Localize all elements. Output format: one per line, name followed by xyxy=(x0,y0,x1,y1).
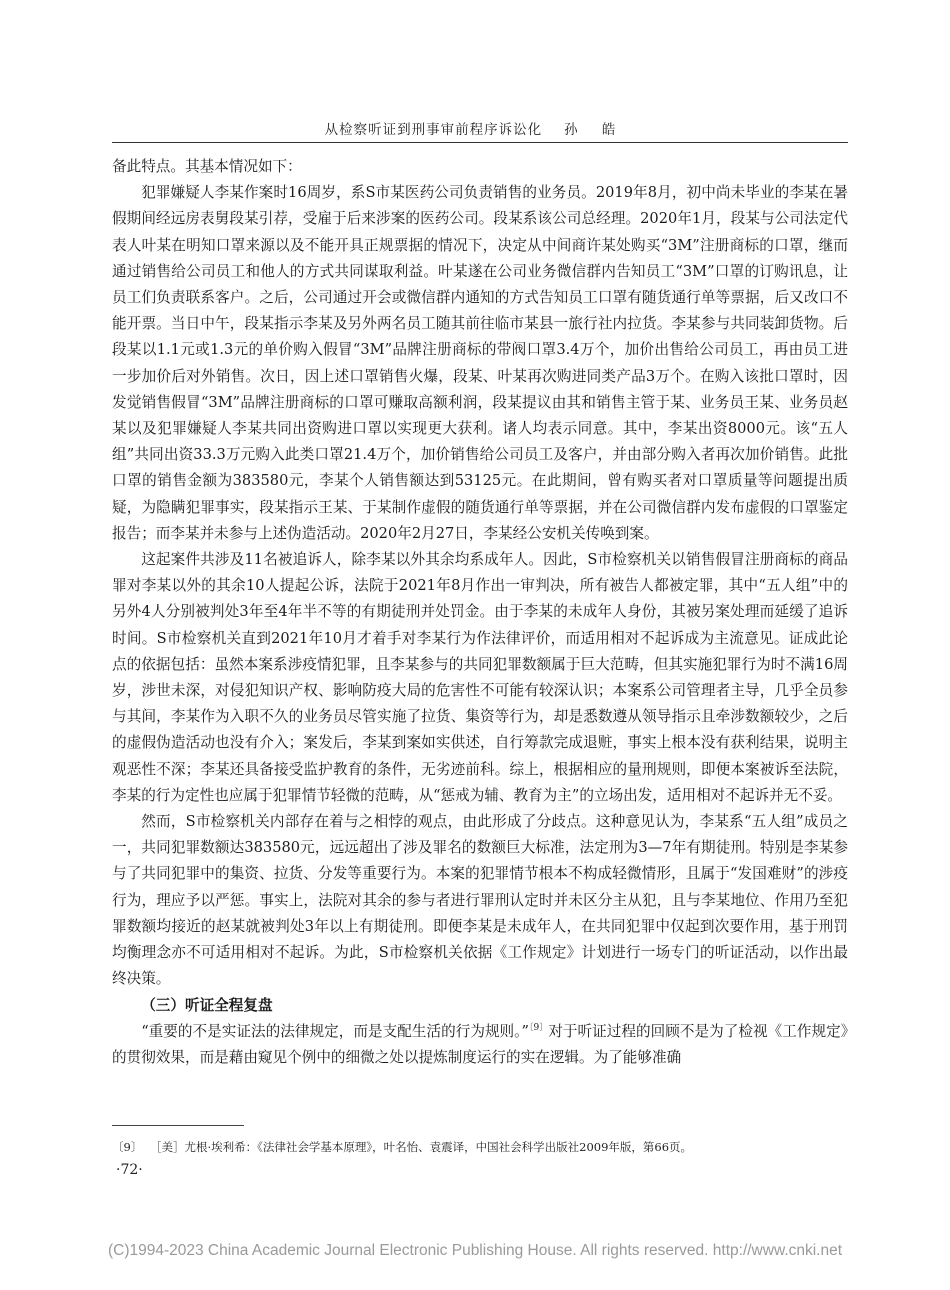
footnote-reference[interactable]: 〔9〕 xyxy=(528,1022,549,1033)
section-heading: （三）听证全程复盘 xyxy=(141,996,273,1014)
paragraph-2: 犯罪嫌疑人李某作案时16周岁，系S市某医药公司负责销售的业务员。2019年8月，初中尚未毕业的李某在暑假期间经远房表舅段某引荐，受雇于后来涉案的医药公司。段某系该公司总经理。2020年1月，段某与公司法定代表人叶某在明知口罩来源以及不能开具正规票据的情况下，决定从中间商许某处购买“3M”注册商标的口罩，继而通过销售给公司员工和他人的方式共同谋取利益。叶某遂在公司业务微信群内告知员工“3M”口罩的订购讯息，让员工们负责联系客户。之后，公司通过开会或微信群内通知的方式告知员工口罩有随货通行单等票据，后又改口不能开票。当日中午，段某指示李某及另外两名员工随其前往临市某县一旅行社内拉货。李某参与共同装卸货物。后段某以1.1元或1.3元的单价购入假冒“3M”品牌注册商标的带阀口罩3.4万个，加价出售给公司员工，再由员工进一步加价后对外销售。次日，因上述口罩销售火爆，段某、叶某再次购进同类产品3万个。在购入该批口罩时，因发觉销售假冒“3M”品牌注册商标的口罩可赚取高额利润，段某提议由其和销售主管于某、业务员王某、业务员赵某以及犯罪嫌疑人李某共同出资购进口罩以实现更大获利。诸人均表示同意。其中，李某出资8000元。该“五人组”共同出资33.3万元购入此类口罩21.4万个，加价销售给公司员工及客户，并由部分购入者再次加价销售。此批口罩的销售金额为383580元，李某个人销售额达到53125元。在此期间，曾有购买者对口罩质量等问题提出质疑，为隐瞒犯罪事实，段某指示王某、于某制作虚假的随货通行单等票据，并在公司微信群内发布虚假的口罩鉴定报告；而李某并未参与上述伪造活动。2020年2月27日，李某经公安机关传唤到案。 xyxy=(112,184,848,542)
page-number: ·72· xyxy=(116,1162,143,1178)
paragraph-3: 这起案件共涉及11名被追诉人，除李某以外其余均系成年人。因此，S市检察机关以销售假冒注册商标的商品罪对李某以外的其余10人提起公诉，法院于2021年8月作出一审判决，所有被告人都被定罪，其中“五人组”中的另外4人分别被判处3年至4年半不等的有期徒刑并处罚金。由于李某的未成年人身份，其被另案处理而延缓了追诉时间。S市检察机关直到2021年10月才着手对李某行为作法律评价，而适用相对不起诉成为主流意见。证成此论点的依据包括：虽然本案系涉疫情犯罪，且李某参与的共同犯罪数额属于巨大范畴，但其实施犯罪行为时不满16周岁，涉世未深，对侵犯知识产权、影响防疫大局的危害性不可能有较深认识；本案系公司管理者主导，几乎全员参与其间，李某作为入职不久的业务员尽管实施了拉货、集资等行为，却是悉数遵从领导指示且牵涉数额较少，之后的虚假伪造活动也没有介入；案发后，李某到案如实供述，自行筹款完成退赃，事实上根本没有获利结果，说明主观恶性不深；李某还具备接受监护教育的条件，无劣迹前科。综上，根据相应的量刑规则，即便本案被诉至法院，李某的行为定性也应属于犯罪情节轻微的范畴，从“惩戒为辅、教育为主”的立场出发，适用相对不起诉并无不妥。 xyxy=(112,551,848,804)
copyright-watermark: (C)1994-2023 China Academic Journal Electronic Publishing House. All rights reserved. http://www.cnki.net xyxy=(107,1242,843,1259)
running-header-author: 孙 皓 xyxy=(564,122,626,138)
running-header-title: 从检察听证到刑事审前程序诉讼化 xyxy=(324,122,543,138)
header-divider xyxy=(112,142,848,143)
quote-text: “重要的不是实证法的法律规定，而是支配生活的行为规则。” xyxy=(141,1022,529,1040)
footnote-text: ［美］尤根·埃利希：《法律社会学基本原理》，叶名怡、袁震译，中国社会科学出版社2009年版，第66页。 xyxy=(150,1140,693,1154)
footnote-number: 〔9〕 xyxy=(112,1140,143,1154)
paragraph-5-continuation: 对于听证过程的回顾不是为了检视《工作规定》的贯彻效果，而是藉由窥见个例中的细微之处以提炼制度运行的实在逻辑。为了能够准确 xyxy=(112,1022,849,1066)
footnote-divider xyxy=(112,1125,244,1126)
footnote xyxy=(112,1139,848,1155)
running-header xyxy=(0,118,950,138)
article-body xyxy=(112,154,848,1071)
paragraph-5 xyxy=(112,1019,848,1071)
paragraph-1: 备此特点。其基本情况如下： xyxy=(112,158,302,175)
paragraph-4: 然而，S市检察机关内部存在着与之相悖的观点，由此形成了分歧点。这种意见认为，李某系“五人组”成员之一，共同犯罪数额达383580元，远远超出了涉及罪名的数额巨大标准，法定刑为3—7年有期徒刑。特别是李某参与了共同犯罪中的集资、拉货、分发等重要行为。本案的犯罪情节根本不构成轻微情形，且属于“发国难财”的涉疫行为，理应予以严惩。事实上，法院对其余的参与者进行罪刑认定时并未区分主从犯，且与李某地位、作用乃至犯罪数额均接近的赵某就被判处3年以上有期徒刑。即便李某是未成年人，在共同犯罪中仅起到次要作用，基于刑罚均衡理念亦不可适用相对不起诉。为此，S市检察机关依据《工作规定》计划进行一场专门的听证活动，以作出最终决策。 xyxy=(112,813,848,988)
